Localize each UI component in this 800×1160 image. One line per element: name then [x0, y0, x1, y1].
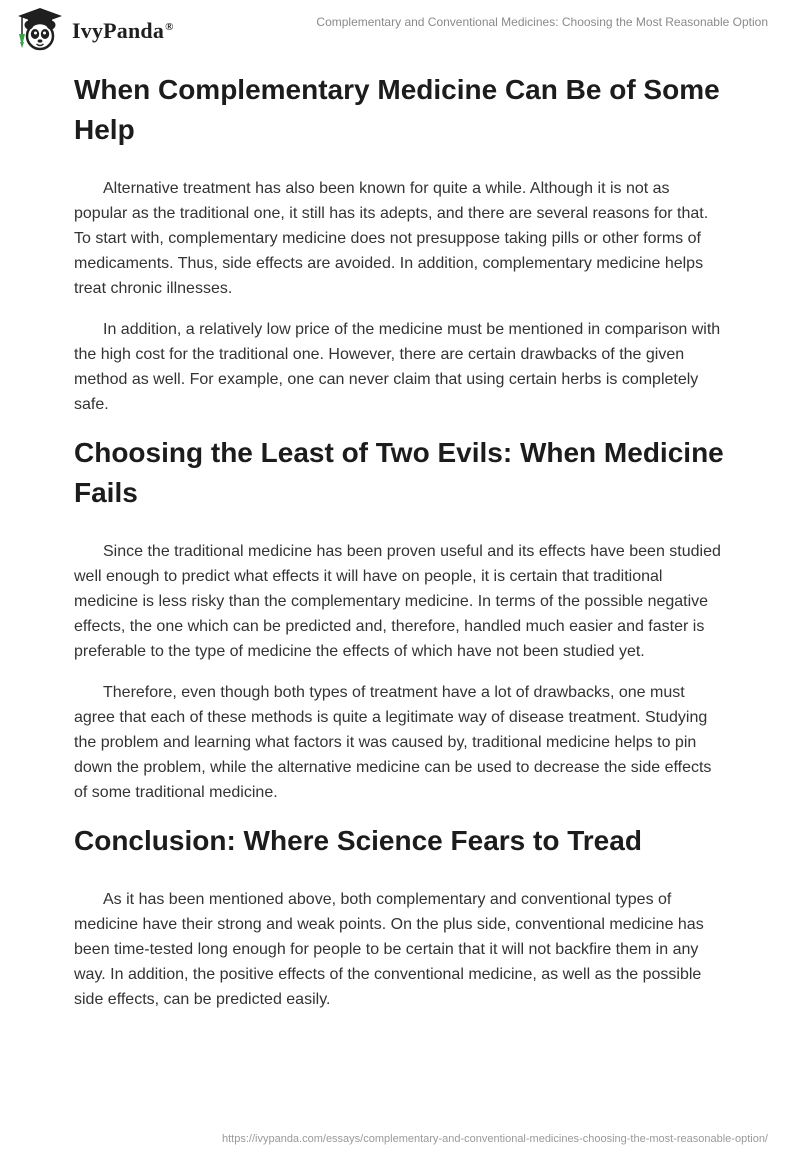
essay-content [74, 70, 724, 1012]
section-heading: Choosing the Least of Two Evils: When Medicine Fails [74, 437, 724, 508]
section-heading: Conclusion: Where Science Fears to Tread [74, 825, 642, 856]
panda-graduate-icon [14, 6, 66, 52]
section-heading: When Complementary Medicine Can Be of Some Help [74, 74, 720, 145]
page-header [0, 0, 800, 60]
registered-mark: ® [165, 20, 174, 33]
essay-title: Complementary and Conventional Medicines: Choosing the Most Reasonable Option [316, 15, 768, 29]
paragraph: In addition, a relatively low price of the medicine must be mentioned in comparison with the high cost for the traditional one. However, there are certain drawbacks of the given method as well. For example, one can never claim that using certain herbs is completely safe. [74, 321, 721, 413]
source-url-link[interactable]: https://ivypanda.com/essays/complementary-and-conventional-medicines-choosing-the-most-reasonable-option/ [222, 1133, 768, 1145]
paragraph: Since the traditional medicine has been proven useful and its effects have been studied well enough to predict what effects it will have on people, it is certain that traditional medicine is less risky than the complementary medicine. In terms of the possible negative effects, the one which can be predicted and, therefore, handled much easier and faster is preferable to the type of medicine the effects of which have not been studied yet. [74, 543, 721, 660]
logo-wordmark-text: IvyPanda [72, 18, 165, 43]
paragraph: Therefore, even though both types of treatment have a lot of drawbacks, one must agree that each of these methods is quite a legitimate way of disease treatment. Studying the problem and learning what factors it was caused by, traditional medicine helps to pin down the problem, while the alternative medicine can be used to decrease the side effects of some traditional medicine. [74, 684, 712, 801]
ivypanda-logo[interactable] [14, 6, 174, 52]
logo-wordmark [72, 18, 174, 44]
paragraph: Alternative treatment has also been known for quite a while. Although it is not as popular as the traditional one, it still has its adepts, and there are several reasons for that. To start with, complementary medicine does not presuppose taking pills or other forms of medicaments. Thus, side effects are avoided. In addition, complementary medicine helps treat chronic illnesses. [74, 180, 709, 297]
paragraph: As it has been mentioned above, both complementary and conventional types of medicine have their strong and weak points. On the plus side, conventional medicine has been time-tested long enough for people to be certain that it will not backfire them in any way. In addition, the positive effects of the conventional medicine, as well as the possible side effects, can be predicted easily. [74, 891, 704, 1008]
